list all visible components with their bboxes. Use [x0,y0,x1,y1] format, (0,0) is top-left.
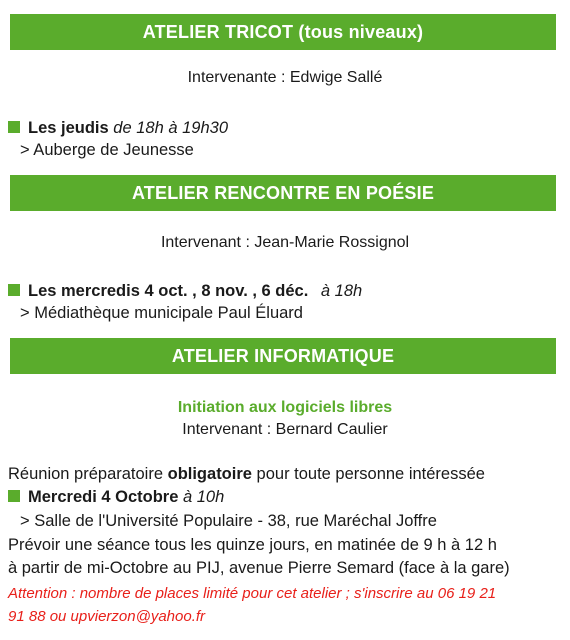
section-banner-informatique [10,338,556,374]
section-banner-poesie [10,175,556,211]
bullet-square-icon [8,121,20,133]
section-title: ATELIER RENCONTRE EN POÉSIE [131,182,435,203]
section-title: ATELIER INFORMATIQUE [171,345,395,366]
speaker-line: Intervenante : Edwige Sallé [187,69,383,86]
schedule-line [8,118,228,139]
schedule-day: Les mercredis 4 oct. , 8 nov. , 6 déc. [28,282,309,300]
section-subtitle: Initiation aux logiciels libres [177,399,393,416]
meeting-post: pour toute personne intéressée [251,465,485,483]
bullet-square-icon [8,490,20,502]
schedule-day: Mercredi 4 Octobre [28,488,179,506]
section-banner-tricot [10,14,556,50]
schedule-time: de 18h à 19h30 [113,119,228,137]
speaker-line: Intervenant : Bernard Caulier [182,421,388,438]
place-line: > Salle de l'Université Populaire - 38, rue Maréchal Joffre [20,512,437,530]
section-title: ATELIER TRICOT (tous niveaux) [142,21,424,42]
speaker-line: Intervenant : Jean-Marie Rossignol [160,234,410,251]
note-line-1: Prévoir une séance tous les quinze jours, en matinée de 9 h à 12 h [8,536,497,554]
place-line: > Auberge de Jeunesse [20,141,194,159]
meeting-line [8,464,485,485]
schedule-time: à 10h [182,488,225,506]
attention-line-1: Attention : nombre de places limité pour cet atelier ; s'inscrire au 06 19 21 [8,585,497,602]
meeting-pre: Réunion préparatoire [8,465,168,483]
attention-line-2: 91 88 ou upvierzon@yahoo.fr [8,608,206,625]
schedule-line [8,487,224,508]
bullet-square-icon [8,284,20,296]
place-line: > Médiathèque municipale Paul Éluard [20,304,303,322]
meeting-bold: obligatoire [167,465,252,483]
note-line-2: à partir de mi-Octobre au PIJ, avenue Pierre Semard (face à la gare) [8,559,510,577]
schedule-line [8,281,362,302]
schedule-day: Les jeudis [28,119,109,137]
schedule-time: à 18h [320,282,363,300]
